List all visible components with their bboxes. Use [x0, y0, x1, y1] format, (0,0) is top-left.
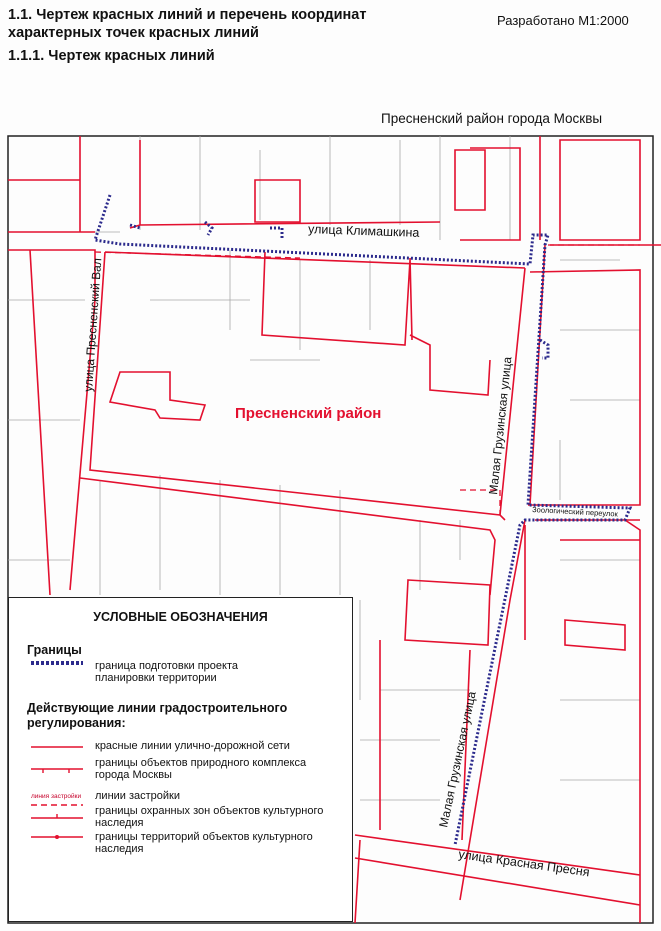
legend-title: УСЛОВНЫЕ ОБОЗНАЧЕНИЯ — [93, 610, 268, 624]
legend-swatch-heritage — [31, 832, 83, 842]
scale-note: Разработано М1:2000 — [497, 13, 629, 28]
street-krasnaya-presnya: улица Красная Пресня — [457, 847, 591, 880]
street-malaya-gruzinskaya-lower: Малая Грузинская улица — [436, 690, 479, 829]
legend-item-natural: границы объектов природного комплекса города Москвы — [95, 757, 307, 781]
district-caption: Пресненский район города Москвы — [381, 111, 603, 126]
legend-swatch-building — [31, 802, 83, 808]
legend-item-boundary: граница подготовки проекта планировки территории — [95, 660, 239, 684]
legend-section-borders: Границы — [27, 643, 82, 657]
legend-item-red-lines: красные линии улично-дорожной сети — [95, 740, 290, 752]
legend-item-heritage: границы территорий объектов культурного наследия — [95, 831, 313, 855]
legend-item-building: линии застройки — [95, 790, 181, 802]
legend-swatch-red-lines — [31, 744, 83, 750]
title-line-1: 1.1. Чертеж красных линий и перечень координат — [8, 7, 367, 23]
legend-swatch-natural — [31, 764, 83, 774]
legend-swatch-boundary — [31, 659, 83, 667]
street-malaya-gruzinskaya-upper: Малая Грузинская улица — [486, 356, 515, 496]
subtitle: 1.1.1. Чертеж красных линий — [8, 48, 215, 64]
legend-swatch-protection — [31, 813, 83, 823]
legend-item-protection: границы охранных зон объектов культурного наследия — [95, 805, 324, 829]
street-zoologichesky: Зоологический переулок — [531, 505, 619, 519]
street-klimashkina: улица Климашкина — [307, 222, 420, 240]
street-presnensky-val: улица Пресненский Вал — [81, 257, 105, 393]
legend-swatch-caption: линия застройки — [31, 793, 82, 800]
legend — [8, 597, 353, 922]
legend-section-lines: Действующие линии градостроительного регулирования: — [27, 701, 288, 730]
title-line-2: характерных точек красных линий — [8, 25, 259, 41]
building-lines — [95, 245, 640, 515]
district-label: Пресненский район — [235, 405, 382, 422]
